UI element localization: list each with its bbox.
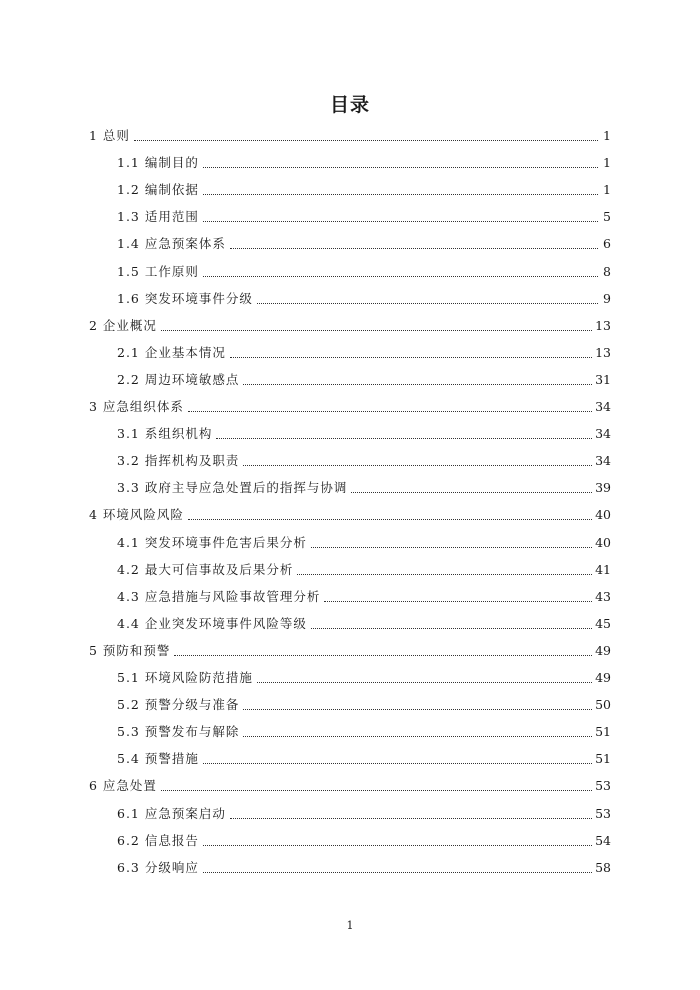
toc-entry-page: 51 — [595, 751, 611, 767]
toc-entry-label: 6.3 分级响应 — [117, 859, 199, 875]
toc-dot-leader — [174, 654, 592, 656]
toc-dot-leader — [134, 139, 598, 141]
toc-chapter-entry[interactable] — [89, 308, 611, 334]
toc-entry-page: 53 — [595, 778, 611, 794]
toc-entry-label: 6.1 应急预案启动 — [117, 805, 226, 821]
toc-dot-leader — [230, 817, 592, 819]
toc-section-entry[interactable] — [117, 687, 611, 713]
toc-dot-leader — [161, 789, 592, 791]
toc-dot-leader — [297, 573, 592, 575]
toc-dot-leader — [230, 247, 598, 249]
toc-entry-page: 34 — [595, 426, 611, 442]
toc-section-entry[interactable] — [117, 660, 611, 686]
toc-entry-label: 3.3 政府主导应急处置后的指挥与协调 — [117, 480, 348, 496]
toc-entry-label: 5.1 环境风险防范措施 — [117, 670, 253, 685]
toc-section-entry[interactable] — [117, 172, 611, 198]
toc-section-entry[interactable] — [117, 796, 611, 822]
toc-entry-label: 6 应急处置 — [89, 778, 157, 794]
toc-entry-label: 6.2 信息报告 — [117, 832, 199, 848]
toc-entry-label: 1.5 工作原则 — [117, 263, 199, 279]
toc-entry-page: 13 — [595, 344, 611, 360]
toc-entry-page: 54 — [595, 832, 611, 848]
toc-section-entry[interactable] — [117, 741, 611, 767]
toc-section-entry[interactable] — [117, 579, 611, 605]
toc-entry-label: 4.4 企业突发环境事件风险等级 — [117, 615, 307, 631]
toc-dot-leader — [230, 356, 592, 358]
toc-entry-label: 5.4 预警措施 — [117, 751, 199, 767]
toc-entry-page: 1 — [603, 155, 611, 171]
toc-chapter-entry[interactable] — [89, 497, 611, 523]
page-number: 1 — [346, 919, 354, 932]
toc-entry-label: 1.6 突发环境事件分级 — [117, 290, 253, 306]
toc-section-entry[interactable] — [117, 606, 611, 632]
toc-section-entry[interactable] — [117, 226, 611, 252]
toc-section-entry[interactable] — [117, 254, 611, 280]
toc-entry-page: 34 — [595, 399, 611, 414]
toc-entry-page: 5 — [603, 209, 611, 225]
toc-dot-leader — [161, 329, 592, 331]
toc-entry-page: 50 — [595, 697, 611, 713]
toc-entry-page: 43 — [595, 588, 611, 604]
toc-entry-label: 2.2 周边环境敏感点 — [117, 371, 240, 387]
toc-section-entry[interactable] — [117, 525, 611, 551]
toc-dot-leader — [216, 437, 592, 439]
toc-entry-page: 8 — [603, 263, 611, 279]
toc-entry-page: 39 — [595, 480, 611, 496]
toc-section-entry[interactable] — [117, 281, 611, 307]
toc-entry-label: 4.3 应急措施与风险事故管理分析 — [117, 588, 321, 604]
toc-section-entry[interactable] — [117, 145, 611, 171]
toc-dot-leader — [203, 193, 598, 195]
toc-entry-label: 3.1 系组织机构 — [117, 426, 213, 442]
toc-dot-leader — [324, 600, 592, 602]
toc-section-entry[interactable] — [117, 823, 611, 849]
toc-entry-label: 5.3 预警发布与解除 — [117, 724, 240, 740]
toc-dot-leader — [351, 491, 592, 493]
toc-dot-leader — [203, 871, 592, 873]
toc-section-entry[interactable] — [117, 850, 611, 876]
toc-entry-page: 34 — [595, 453, 611, 469]
toc-entry-page: 40 — [595, 507, 611, 523]
toc-dot-leader — [203, 166, 598, 168]
toc-chapter-entry[interactable] — [89, 389, 611, 415]
toc-entry-page: 58 — [595, 859, 611, 875]
toc-dot-leader — [203, 844, 592, 846]
toc-dot-leader — [311, 627, 592, 629]
toc-chapter-entry[interactable] — [89, 768, 611, 794]
toc-entry-page: 53 — [595, 805, 611, 821]
toc-dot-leader — [311, 546, 592, 548]
toc-entry-label: 1.3 适用范围 — [117, 209, 199, 225]
toc-entry-page: 1 — [603, 182, 611, 198]
toc-section-entry[interactable] — [117, 470, 611, 496]
toc-entry-label: 1.2 编制依据 — [117, 182, 199, 198]
toc-section-entry[interactable] — [117, 714, 611, 740]
toc-entry-page: 13 — [595, 317, 611, 333]
toc-entry-page: 1 — [603, 128, 611, 143]
toc-dot-leader — [257, 681, 592, 683]
toc-entry-label: 4.2 最大可信事故及后果分析 — [117, 561, 294, 577]
toc-entry-label: 3 应急组织体系 — [89, 399, 184, 414]
toc-dot-leader — [203, 275, 598, 277]
toc-section-entry[interactable] — [117, 362, 611, 388]
toc-entry-label: 2.1 企业基本情况 — [117, 344, 226, 360]
toc-section-entry[interactable] — [117, 199, 611, 225]
toc-dot-leader — [203, 762, 592, 764]
toc-entry-label: 5 预防和预警 — [89, 642, 171, 658]
toc-entry-page: 31 — [595, 371, 611, 387]
toc-section-entry[interactable] — [117, 416, 611, 442]
toc-section-entry[interactable] — [117, 443, 611, 469]
toc-entry-label: 4 环境风险风险 — [89, 507, 184, 523]
toc-entry-page: 41 — [595, 561, 611, 577]
toc-entry-page: 6 — [603, 236, 611, 252]
toc-entry-label: 2 企业概况 — [89, 317, 157, 333]
toc-dot-leader — [243, 708, 592, 710]
toc-entry-label: 4.1 突发环境事件危害后果分析 — [117, 534, 307, 550]
toc-dot-leader — [188, 518, 592, 520]
toc-entry-label: 3.2 指挥机构及职责 — [117, 453, 240, 469]
toc-entry-label: 1.4 应急预案体系 — [117, 236, 226, 252]
toc-entry-page: 49 — [595, 642, 611, 658]
toc-dot-leader — [257, 302, 598, 304]
toc-entry-page: 40 — [595, 534, 611, 550]
toc-dot-leader — [243, 464, 592, 466]
toc-entry-page: 9 — [603, 290, 611, 306]
toc-section-entry[interactable] — [117, 335, 611, 361]
toc-dot-leader — [243, 383, 592, 385]
toc-dot-leader — [188, 410, 592, 412]
toc-entry-label: 1 总则 — [89, 128, 130, 143]
toc-entry-label: 5.2 预警分级与准备 — [117, 697, 240, 713]
toc-dot-leader — [243, 735, 592, 737]
toc-chapter-entry[interactable] — [89, 118, 611, 144]
toc-chapter-entry[interactable] — [89, 633, 611, 659]
toc-entry-label: 1.1 编制目的 — [117, 155, 199, 171]
toc-entry-page: 51 — [595, 724, 611, 740]
toc-entry-page: 49 — [595, 670, 611, 685]
toc-section-entry[interactable] — [117, 552, 611, 578]
toc-dot-leader — [203, 220, 598, 222]
toc-entry-page: 45 — [595, 615, 611, 631]
page-title: 目录 — [329, 94, 370, 116]
